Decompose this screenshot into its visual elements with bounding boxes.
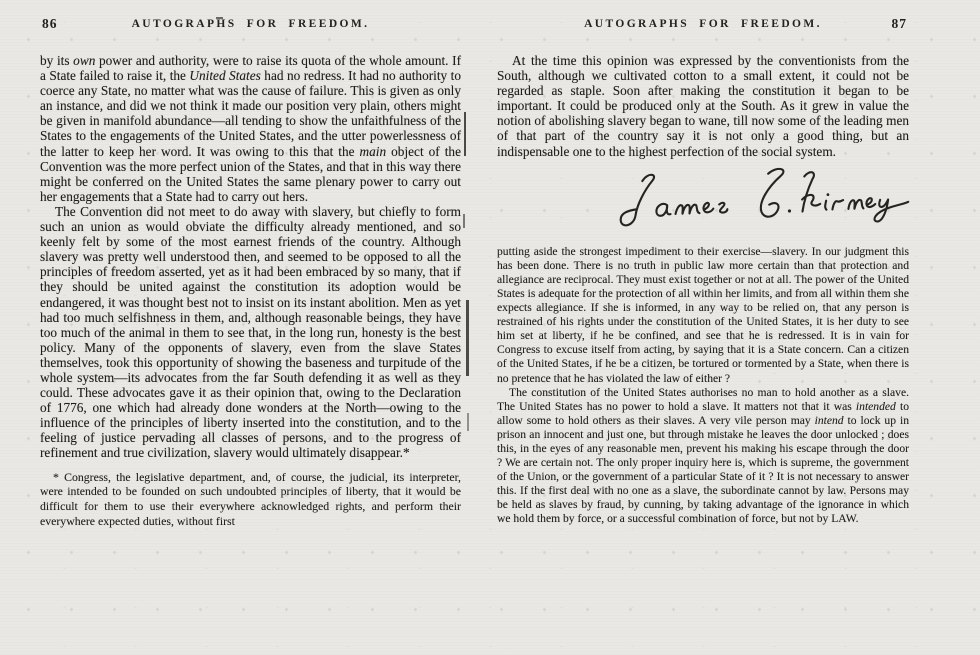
signature-name-text (497, 161, 498, 162)
scan-artifact-mark (467, 413, 469, 431)
running-head-title-left: AUTOGRAPHS FOR FREEDOM. (131, 18, 370, 30)
page-number-left: 86 (42, 16, 58, 31)
scan-artifact-mark (463, 214, 465, 228)
page-87 (497, 16, 909, 527)
signature-handwriting-james-g-birney (608, 159, 912, 235)
signature-block (497, 161, 909, 237)
body-text-right (497, 53, 909, 159)
scan-artifact-mark (466, 300, 469, 376)
running-head-left (40, 16, 461, 34)
page-86 (40, 16, 461, 528)
paragraph: by its own power and authority, were to raise its quota of the whole amount. If a State failed to raise it, the United States had no redress. It had no authority to coerce any State, no matter what was the cause of failure. This is given as only an instance, and did we not think it made our position very plain, others might be given in manifold abundance—all tending to show the unfaithfulness of the States to the engagements of the United States, and the utter powerlessness of the latter to keep her word. It was owing to this that the main object of the Convention was the more perfect union of the States, and that in this way there might be conferred on the United States the same plenary power to carry out her engagements that a State had to carry out hers. (40, 53, 461, 204)
paragraph: At the time this opinion was expressed by the conventionists from the South, although we cultivated cotton to a small extent, it could not be regarded as staple. Soon after making the constitution it began to be important. It could be produced only at the South. As it grew in value the notion of abolishing slavery began to wane, till now some of the leading men of that part of the country say it is not only a good thing, but an indispensable one to the highest perfection of the social system. (497, 53, 909, 159)
footnote-paragraph: The constitution of the United States authorises no man to hold another as a slave. The United States has no power to hold a slave. It matters not that it was intended to allow some to hold others as their slaves. A very vile person may intend to lock up in prison an innocent and just one, but through mistake he leaves the door unlocked ; does this, in the eyes of any reasonable men, prevent his making his escape through the door ? We are certain not. The only proper inquiry here is, which is supreme, the government of the Union, or the government of a particular State of it ? It is not necessary to answer this. If the first deal with no one as a slave, the subordinate cannot by law. Persons may be held as slaves by fraud, by cunning, by taking advantage of the ignorance in which we hold them by force, or a successful combination of force, but not by LAW. (497, 385, 910, 526)
paragraph: The Convention did not meet to do away with slavery, but chiefly to form such an union as would obviate the difficulty already mentioned, and so keenly felt by some of the most earnest friends of the country. Although slavery was pretty well understood then, and seemed to be opposed to all the principles of freedom asserted, yet as it had been embraced by so many, that if they should be united against the constitution its adoption would be endangered, it was thought best not to insist on its instant abolition. Men as yet had too much selfishness in them, and, although reasonable beings, they have too much of the animal in them to see that, in the long run, honesty is the best policy. Many of the opponents of slavery, even from the slave States themselves, took this opportunity of showing the baseness and turpitude of the whole system—its advocates from the far South defending it as well as they could. These advocates gave it as their opinion that, owing to the Declaration of 1776, one which had already done wonders at the North—owing to the influence of the principles of liberty inserted into the constitution, and to the feeling of justice pervading all classes of persons, and to the progress of refinement and true civilization, slavery would ultimately disappear.* (40, 203, 461, 461)
body-text-left (40, 53, 461, 461)
footnote-paragraph: putting aside the strongest impediment to their exercise—slavery. In our judgment this has been done. There is no truth in public law more certain than that protection and allegiance are reciprocal. They must exist together or not at all. The power of the United States is adequate for the protection of all within her limits, and from all within them she expects allegiance. If she is informed, in any way to be relied on, that any person is restrained of his rights under the constitution of the United States, it is her duty to see him set at liberty, if he be confined, and see that he is redressed. It is in vain for Congress to excuse itself from acting, by saying that it is a State concern. Can a citizen of the United States, if he be a citizen, be tortured or tormented by a State, when there is no pretence that he has violated the law of either ? (497, 244, 909, 385)
footnote-left (40, 470, 461, 529)
running-head-right (497, 16, 909, 34)
footnote-continuation-right (497, 245, 909, 527)
scan-artifact-mark (464, 112, 466, 156)
page-number-right: 87 (891, 16, 907, 31)
footnote-paragraph: * Congress, the legislative department, and, of course, the judicial, its interpreter, were intended to be founded on such undoubted principles of liberty, that it would be difficult for them to use their everywhere acknowledged rights, and perform their everywhere expected duties, without first (40, 469, 461, 528)
running-head-title-right: AUTOGRAPHS FOR FREEDOM. (584, 18, 822, 30)
